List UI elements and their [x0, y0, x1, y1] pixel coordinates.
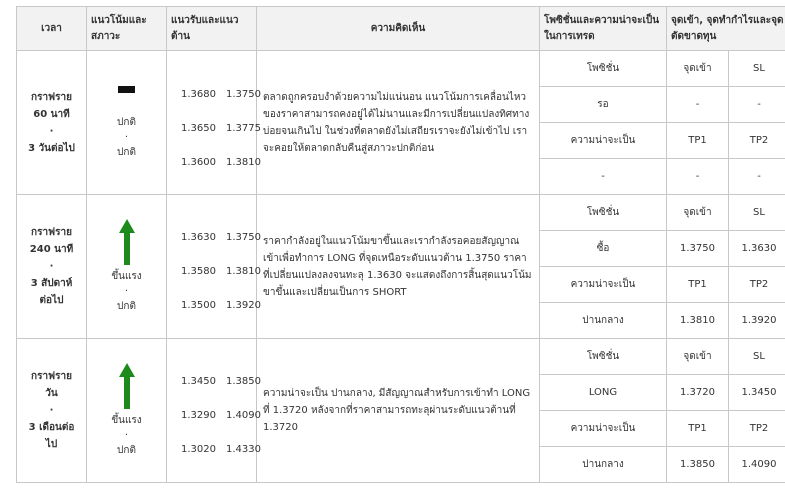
probability-label: ความน่าจะเป็น	[540, 267, 667, 303]
level-row	[181, 432, 261, 466]
support-level: 1.3290	[181, 409, 216, 421]
levels-cell	[167, 339, 261, 483]
trend-cell	[87, 339, 167, 483]
time-label-4: ต่อไป	[39, 295, 64, 306]
level-row	[181, 398, 261, 432]
tp1-label: TP1	[667, 411, 729, 447]
time-dot: ·	[49, 261, 54, 272]
time-label-1: กราฟราย	[31, 91, 72, 103]
entry-label: จุดเข้า	[667, 339, 729, 375]
time-label-2: 60 นาที	[33, 108, 70, 120]
sl-value: 1.3630	[729, 231, 785, 267]
resistance-level: 1.3750	[226, 231, 261, 243]
tp1-value: 1.3850	[667, 447, 729, 483]
resistance-level: 1.3920	[226, 299, 261, 311]
sl-value: -	[729, 87, 785, 123]
trend-dot: ·	[124, 430, 129, 441]
entry-value: 1.3720	[667, 375, 729, 411]
time-cell	[17, 51, 87, 195]
levels-cell	[167, 195, 261, 339]
entry-label: จุดเข้า	[667, 51, 729, 87]
tp1-label: TP1	[667, 267, 729, 303]
tp2-label: TP2	[729, 411, 785, 447]
trend-label-bottom: ปกติ	[117, 146, 136, 158]
header-entry: จุดเข้า, จุดทำกำไรและจุดตัดขาดทุน	[667, 7, 785, 51]
resistance-level: 1.4090	[226, 409, 261, 421]
time-label-3: 3 วันต่อไป	[28, 142, 75, 154]
trend-cell	[87, 51, 167, 195]
support-level: 1.3680	[181, 88, 216, 100]
level-row	[181, 145, 261, 179]
tp2-value: 1.4090	[729, 447, 785, 483]
entry-value: 1.3750	[667, 231, 729, 267]
table-row	[17, 51, 785, 87]
sl-label: SL	[729, 195, 785, 231]
support-level: 1.3650	[181, 122, 216, 134]
sl-label: SL	[729, 339, 785, 375]
table-header-row	[17, 7, 785, 51]
table-row	[17, 339, 785, 375]
header-comment: ความคิดเห็น	[257, 7, 540, 51]
entry-label: จุดเข้า	[667, 195, 729, 231]
trend-dot: ·	[124, 286, 129, 297]
position-label: โพซิชั่น	[540, 339, 667, 375]
time-label-2: 240 นาที	[29, 244, 74, 255]
sl-label: SL	[729, 51, 785, 87]
resistance-level: 1.3750	[226, 88, 261, 100]
tp1-label: TP1	[667, 123, 729, 159]
support-level: 1.3600	[181, 156, 216, 168]
trend-label-bottom: ปกติ	[117, 301, 136, 312]
entry-value: -	[667, 87, 729, 123]
position-value: รอ	[540, 87, 667, 123]
header-trend: แนวโน้มและสภาวะ	[87, 7, 167, 51]
resistance-level: 1.3850	[226, 375, 261, 387]
support-level: 1.3020	[181, 443, 216, 455]
trend-label-top: ปกติ	[117, 116, 136, 128]
levels-cell	[167, 51, 261, 195]
probability-label: ความน่าจะเป็น	[540, 411, 667, 447]
trading-signal-table	[16, 6, 785, 483]
trend-dot: ·	[124, 131, 129, 143]
trend-label-top: ขึ้นแรง	[111, 271, 142, 282]
resistance-level: 1.3810	[226, 265, 261, 277]
level-row	[181, 220, 261, 254]
level-row	[181, 111, 261, 145]
time-cell	[17, 339, 87, 483]
time-dot: ·	[49, 405, 54, 416]
resistance-level: 1.4330	[226, 443, 261, 455]
tp2-label: TP2	[729, 123, 785, 159]
level-row	[181, 288, 261, 322]
dash-icon	[118, 86, 135, 93]
time-label-3: 3 สัปดาห์	[30, 278, 73, 289]
position-value: LONG	[540, 375, 667, 411]
tp2-label: TP2	[729, 267, 785, 303]
time-label-1: กราฟราย	[31, 227, 72, 238]
comment-cell: ราคากำลังอยู่ในแนวโน้มขาขึ้นและเรากำลังรอคอยสัญญาณเข้าเพื่อทำการ LONG ที่จุดเหนือระดับแนวต้าน 1.3750 ราคาที่เปลี่ยนแปลงลงจนทะลุ 1.3630 จะแสดงถึงการสิ้นสุดแนวโน้มขาขึ้นและเปลี่ยนเป็นการ SHORT	[257, 195, 540, 339]
support-level: 1.3630	[181, 231, 216, 243]
trend-label-bottom: ปกติ	[117, 445, 136, 456]
header-time: เวลา	[17, 7, 87, 51]
position-value: ซื้อ	[540, 231, 667, 267]
position-label: โพซิชั่น	[540, 195, 667, 231]
sl-value: 1.3450	[729, 375, 785, 411]
tp1-value: -	[667, 159, 729, 195]
time-cell	[17, 195, 87, 339]
time-label-3: 3 เดือนต่อ	[28, 422, 75, 433]
tp1-value: 1.3810	[667, 303, 729, 339]
level-row	[181, 77, 261, 111]
level-row	[181, 254, 261, 288]
probability-value: ปานกลาง	[540, 303, 667, 339]
comment-cell: ตลาดถูกครอบงำด้วยความไม่แน่นอน แนวโน้มการเคลื่อนไหวของราคาสามารถคงอยู่ได้ไม่นานและมีการเปลี่ยนแปลงทิศทางบ่อยจนเกินไป ในช่วงที่ตลาดยังไม่เสถียรเราจะยังไม่เข้าไป เราจะคอยให้ตลาดกลับคืนสู่สภาวะปกติก่อน	[257, 51, 540, 195]
arrow-up-icon	[119, 219, 135, 265]
support-level: 1.3580	[181, 265, 216, 277]
resistance-level: 1.3775	[226, 122, 261, 134]
trend-label-top: ขึ้นแรง	[111, 415, 142, 426]
header-position: โพซิชั่นและความน่าจะเป็นในการเทรด	[540, 7, 667, 51]
support-level: 1.3450	[181, 375, 216, 387]
table-row	[17, 195, 785, 231]
time-label-2: วัน	[45, 388, 58, 399]
level-row	[181, 364, 261, 398]
tp2-value: 1.3920	[729, 303, 785, 339]
probability-value: ปานกลาง	[540, 447, 667, 483]
position-label: โพซิชั่น	[540, 51, 667, 87]
probability-value: -	[540, 159, 667, 195]
time-dot: ·	[49, 125, 54, 137]
trend-cell	[87, 195, 167, 339]
comment-cell: ความน่าจะเป็น ปานกลาง, มีสัญญาณสำหรับการเข้าทำ LONG ที่ 1.3720 หลังจากที่ราคาสามารถทะลุผ่านระดับแนวต้านที่ 1.3720	[257, 339, 540, 483]
tp2-value: -	[729, 159, 785, 195]
probability-label: ความน่าจะเป็น	[540, 123, 667, 159]
time-label-1: กราฟราย	[31, 371, 72, 382]
time-label-4: ไป	[45, 439, 58, 450]
resistance-level: 1.3810	[226, 156, 261, 168]
arrow-up-icon	[119, 363, 135, 409]
header-levels: แนวรับและแนวต้าน	[167, 7, 257, 51]
support-level: 1.3500	[181, 299, 216, 311]
